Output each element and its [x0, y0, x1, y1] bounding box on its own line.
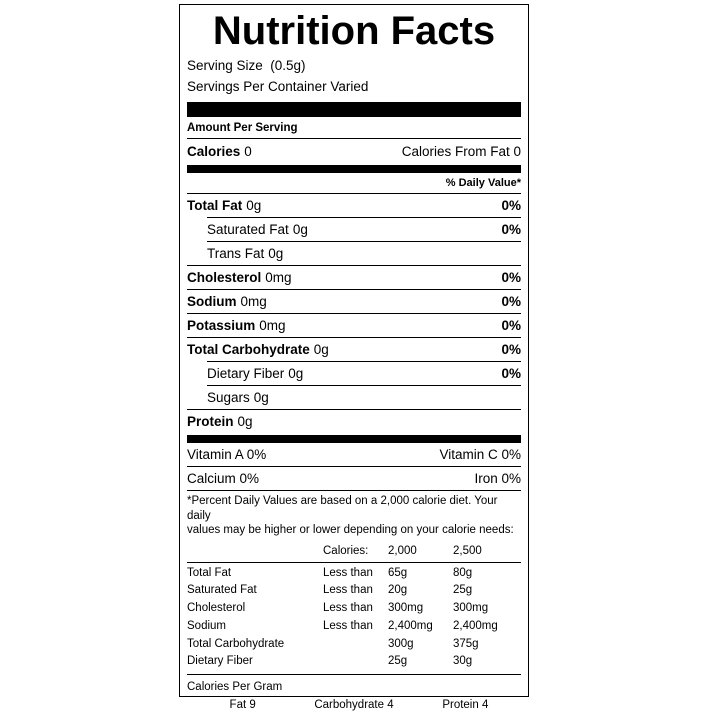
nutrient-name: Dietary Fiber: [207, 365, 285, 381]
dv-row-cholesterol: [187, 600, 521, 618]
nutrient-amount: 0mg: [259, 317, 286, 333]
nutrient-dv: 0%: [501, 293, 521, 309]
serving-size-line: Serving Size (0.5g): [187, 58, 306, 73]
nutrient-text: [207, 222, 308, 238]
nutrient-name: Protein: [187, 413, 234, 429]
thick-divider-bar: [187, 102, 521, 117]
amount-per-serving-heading: Amount Per Serving: [187, 117, 521, 139]
dv-row-2000: 25g: [388, 655, 408, 668]
dv-row-qualifier: Less than: [323, 602, 373, 615]
dv-row-2000: 300mg: [388, 602, 424, 615]
dv-row-name: Cholesterol: [187, 602, 246, 615]
dv-row-name: Total Fat: [187, 566, 232, 579]
dv-header-2000: 2,000: [388, 544, 417, 557]
vitamin-row-a-c: [187, 443, 521, 467]
dv-row-sodium: [187, 618, 521, 636]
nutrient-amount: 0mg: [265, 269, 292, 285]
nutrient-row-potassium: [187, 313, 521, 337]
nutrient-name: Potassium: [187, 317, 256, 333]
dv-header-calories: Calories:: [323, 544, 369, 557]
dv-row-qualifier: Less than: [323, 619, 373, 632]
dv-row-2000: 20g: [388, 584, 408, 597]
nutrient-name: Trans Fat: [207, 245, 265, 261]
nutrient-dv: 0%: [501, 197, 521, 213]
vitamin-row-calcium-iron: [187, 467, 521, 491]
cpg-protein: Protein 4: [442, 699, 489, 712]
nutrient-text: [187, 342, 329, 358]
dv-row-name: Total Carbohydrate: [187, 637, 285, 650]
nutrient-amount: 0g: [292, 221, 308, 237]
calcium: Calcium 0%: [187, 471, 260, 486]
nutrition-facts-label: [179, 4, 529, 712]
dv-row-2000: 65g: [388, 566, 408, 579]
nutrient-text: [207, 390, 269, 406]
nutrient-amount: 0g: [268, 245, 284, 261]
dv-header-spacer: [187, 544, 323, 558]
dv-row-qualifier: Less than: [323, 566, 373, 579]
dv-row-total-carbohydrate: [187, 636, 521, 654]
cpg-fat: Fat 9: [229, 699, 256, 712]
nutrient-text: [207, 246, 283, 262]
nutrient-amount: 0g: [246, 197, 262, 213]
dv-row-2500: 300mg: [453, 602, 489, 615]
medium-divider-bar: [187, 435, 521, 443]
label-title: Nutrition Facts: [212, 9, 496, 53]
footnote-line-2: values may be higher or lower depending on your calorie needs:: [187, 524, 514, 536]
calories-left: [187, 144, 252, 159]
nutrient-amount: 0g: [253, 389, 269, 405]
dv-row-qualifier: [323, 636, 388, 654]
nutrient-row-cholesterol: [187, 265, 521, 289]
nutrient-name: Total Fat: [187, 197, 243, 213]
dv-row-name: Sodium: [187, 619, 226, 632]
nutrient-amount: 0mg: [240, 293, 267, 309]
nutrient-row-sodium: [187, 289, 521, 313]
dv-row-2000: 2,400mg: [388, 619, 433, 632]
nutrient-name: Sugars: [207, 389, 250, 405]
nutrient-text: [187, 414, 253, 430]
daily-value-header: % Daily Value*: [187, 173, 521, 194]
nutrient-name: Total Carbohydrate: [187, 341, 310, 357]
dv-row-2500: 80g: [453, 566, 473, 579]
nutrient-row-total-fat: [187, 194, 521, 217]
nutrient-row-sugars: [207, 385, 521, 409]
nutrient-row-protein: [187, 409, 521, 433]
nutrient-name: Saturated Fat: [207, 221, 289, 237]
vitamin-c: Vitamin C 0%: [439, 447, 521, 462]
nutrient-amount: 0g: [237, 413, 253, 429]
dv-row-dietary-fiber: [187, 653, 521, 671]
calories-label: Calories: [187, 144, 241, 159]
nutrient-amount: 0g: [288, 365, 304, 381]
dv-row-name: Dietary Fiber: [187, 655, 253, 668]
calories-row: [187, 139, 521, 165]
calories-value: 0: [244, 144, 252, 159]
dv-row-2500: 30g: [453, 655, 473, 668]
nutrient-row-total-carbohydrate: [187, 337, 521, 361]
dv-table-header: [187, 541, 521, 563]
dv-row-total-fat: [187, 565, 521, 583]
nutrient-dv: 0%: [501, 365, 521, 381]
dv-table-body: [187, 563, 521, 676]
vitamin-a: Vitamin A 0%: [187, 447, 267, 462]
dv-row-qualifier: Less than: [323, 584, 373, 597]
dv-row-2500: 25g: [453, 584, 473, 597]
dv-row-name: Saturated Fat: [187, 584, 257, 597]
nutrient-dv: 0%: [501, 317, 521, 333]
nutrient-row-trans-fat: [207, 241, 521, 265]
dv-row-qualifier: [323, 653, 388, 671]
cpg-carbohydrate: Carbohydrate 4: [314, 699, 394, 712]
nutrient-text: [187, 270, 292, 286]
nutrient-row-dietary-fiber: [207, 361, 521, 385]
nutrient-amount: 0g: [313, 341, 329, 357]
dv-row-2000: 300g: [388, 637, 414, 650]
nutrient-name: Sodium: [187, 293, 237, 309]
calories-from-fat: Calories From Fat 0: [401, 144, 521, 159]
daily-value-footnote: [187, 491, 521, 541]
calories-per-gram-heading: Calories Per Gram: [187, 681, 283, 694]
daily-value-reference-table: [187, 541, 521, 676]
dv-row-2500: 2,400mg: [453, 619, 498, 632]
nutrient-row-saturated-fat: [207, 217, 521, 241]
dv-row-2500: 375g: [453, 637, 479, 650]
servings-per-container-line: Servings Per Container Varied: [187, 79, 369, 94]
dv-header-2500: 2,500: [453, 544, 482, 557]
nutrient-text: [187, 318, 286, 334]
nutrient-dv: 0%: [501, 341, 521, 357]
nutrient-text: [187, 294, 267, 310]
medium-divider-bar: [187, 165, 521, 173]
nutrient-name: Cholesterol: [187, 269, 262, 285]
nutrient-text: [207, 366, 303, 382]
nutrient-dv: 0%: [501, 269, 521, 285]
iron: Iron 0%: [474, 471, 521, 486]
calories-per-gram-values: [187, 696, 521, 715]
nutrient-dv: 0%: [501, 221, 521, 237]
footnote-line-1: *Percent Daily Values are based on a 2,000 calorie diet. Your daily: [187, 495, 498, 522]
nutrient-text: [187, 198, 261, 214]
dv-row-saturated-fat: [187, 582, 521, 600]
